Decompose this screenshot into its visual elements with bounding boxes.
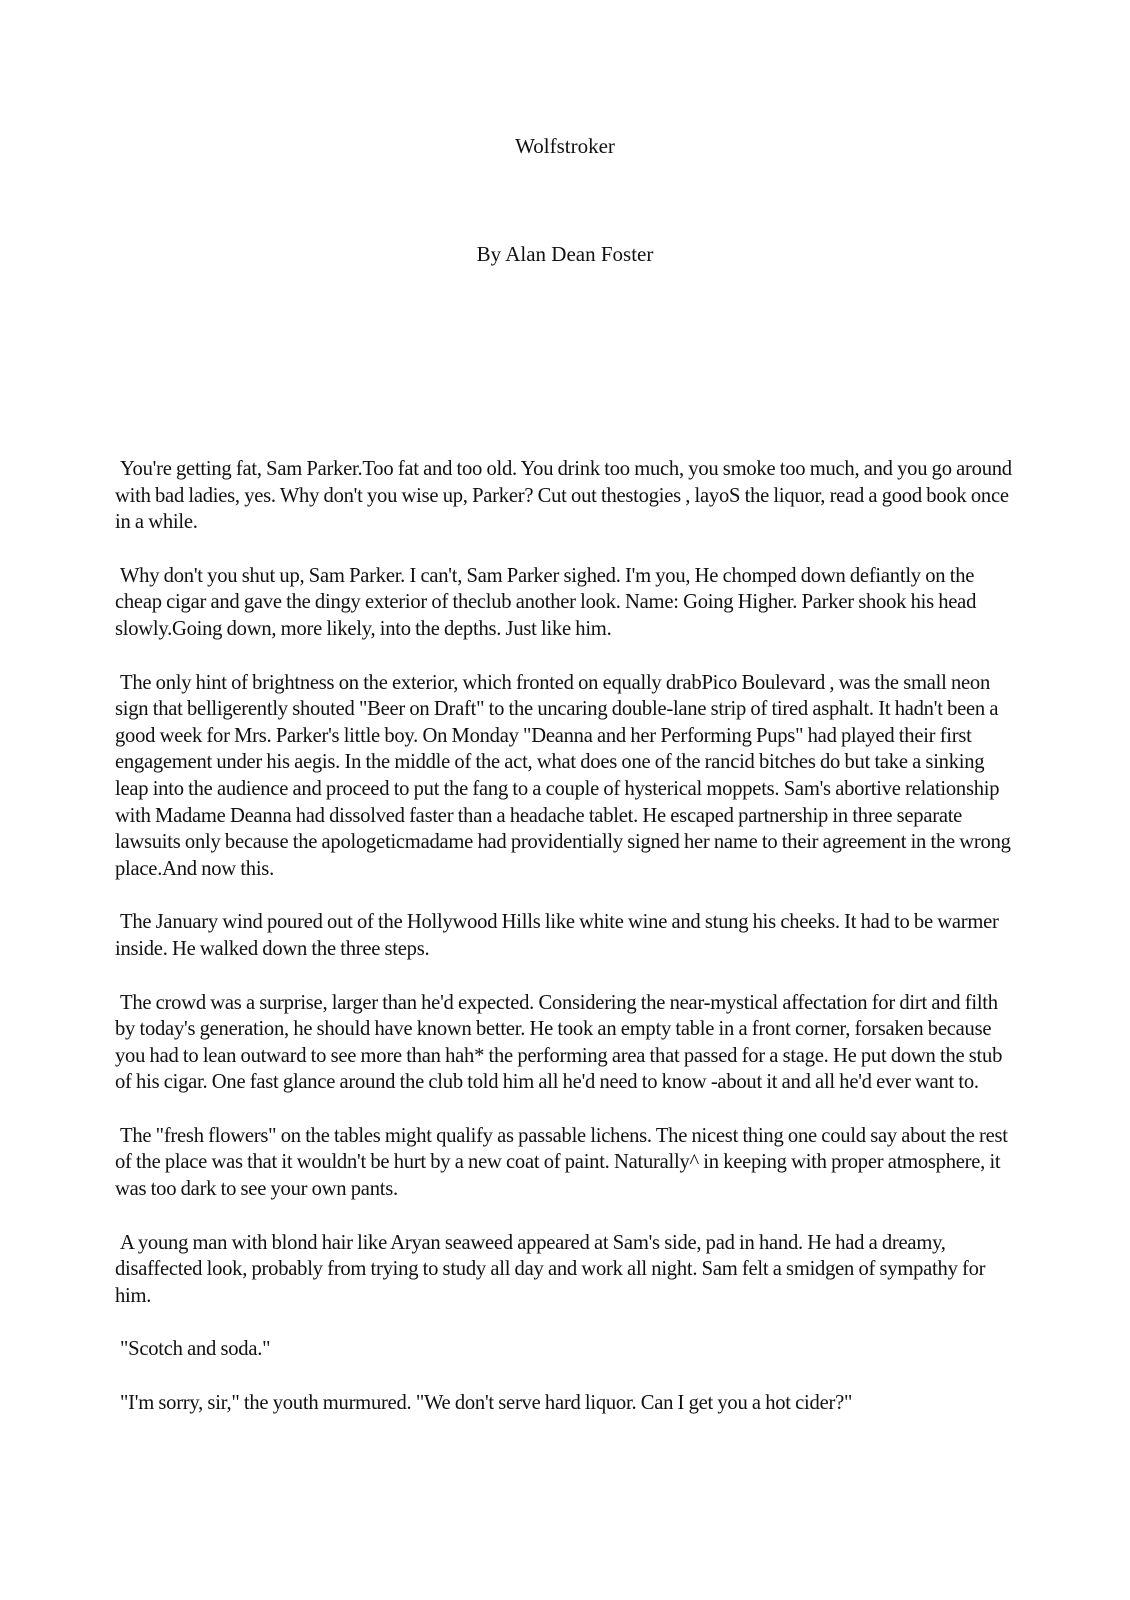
author-byline: By Alan Dean Foster [476, 242, 654, 266]
paragraph: The crowd was a surprise, larger than he'd expected. Considering the near-mystical affectation for dirt and filth by today's generation, he should have known better. He took an empty table in a front corner, forsaken because you had to lean outward to see more than hah* the performing area that passed for a stage. He put down the stub of his cigar. One fast glance around the club told him all he'd need to know -about it and all he'd ever want to. [115, 991, 1003, 1094]
story-body [115, 456, 1017, 1444]
paragraph: The January wind poured out of the Hollywood Hills like white wine and stung his cheeks. It had to be warmer inside. He walked down the three steps. [115, 911, 999, 960]
paragraph: A young man with blond hair like Aryan seaweed appeared at Sam's side, pad in hand. He had a dreamy, disaffected look, probably from trying to study all day and work all night. Sam felt a smidgen of sympathy for him. [115, 1231, 986, 1307]
paragraph: You're getting fat, Sam Parker.Too fat and too old. You drink too much, you smoke too much, and you go around with bad ladies, yes. Why don't you wise up, Parker? Cut out thestogies , layoS the liquor, read a good book once in a while. [115, 458, 1012, 534]
document-title: Wolfstroker [515, 134, 615, 158]
paragraph: The "fresh flowers" on the tables might qualify as passable lichens. The nicest thing one could say about the rest of the place was that it wouldn't be hurt by a new coat of paint. Naturally^ in keeping with proper atmosphere, it was too dark to see your own pants. [115, 1124, 1008, 1201]
paragraph: "Scotch and soda." [120, 1338, 271, 1361]
paragraph: Why don't you shut up, Sam Parker. I can't, Sam Parker sighed. I'm you, He chomped down defiantly on the cheap cigar and gave the dingy exterior of theclub another look. Name: Going Higher. Parker shook his head slowly.Going down, more likely, into the depths. Just like him. [115, 564, 977, 640]
paragraph: The only hint of brightness on the exterior, which fronted on equally drabPico Boulevard , was the small neon sign that belligerently shouted "Beer on Draft" to the uncaring double-lane strip of tired asphalt. It hadn't been a good week for Mrs. Parker's little boy. On Monday "Deanna and her Performing Pups" had played their first engagement under his aegis. In the middle of the act, what does one of the rancid bitches do but take a sinking leap into the audience and proceed to put the fang to a couple of hysterical moppets. Sam's abortive relationship with Madame Deanna had dissolved faster than a headache tablet. He escaped partnership in three separate lawsuits only because the apologeticmadame had providentially signed her name to their agreement in the wrong place.And now this. [115, 671, 1011, 880]
paragraph: "I'm sorry, sir," the youth murmured. "We don't serve hard liquor. Can I get you a hot cider?" [120, 1392, 853, 1415]
